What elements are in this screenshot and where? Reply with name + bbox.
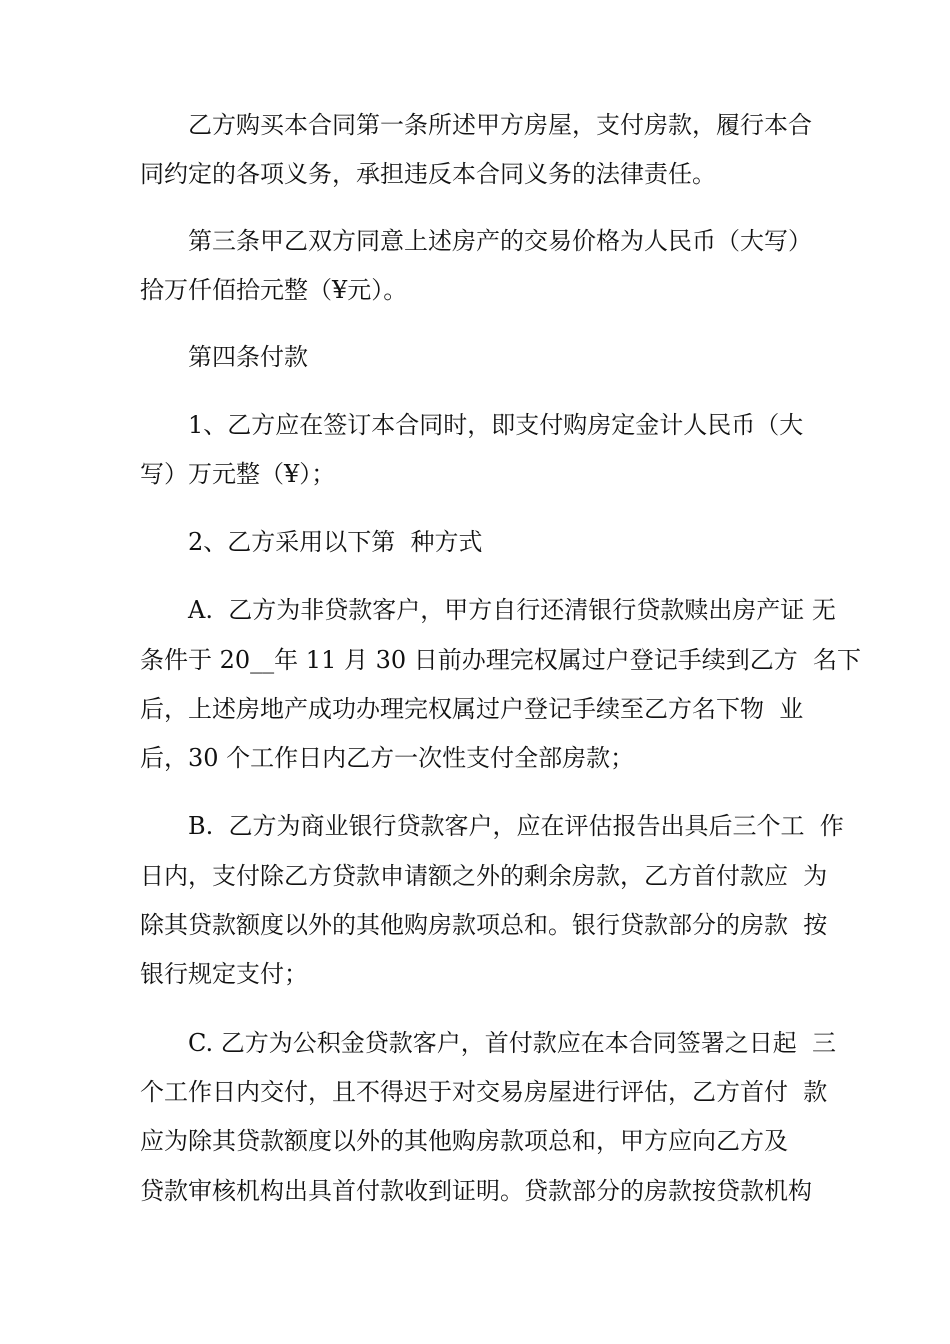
text-line: 应为除其贷款额度以外的其他购房款项总和，甲方应向乙方及	[140, 1127, 788, 1155]
text-line: 1、乙方应在签订本合同时，即支付购房定金计人民币（大	[188, 411, 804, 439]
text-line: 后，30 个工作日内乙方一次性支付全部房款；	[140, 744, 635, 772]
text-line: 拾万仟佰拾元整（¥元）。	[140, 276, 408, 304]
text-line: 写）万元整（¥）；	[140, 460, 336, 488]
text-line: 后，上述房地产成功办理完权属过户登记手续至乙方名下物 业	[140, 695, 804, 723]
text-line: 贷款审核机构出具首付款收到证明。贷款部分的房款按贷款机构	[140, 1177, 812, 1205]
text-line: 除其贷款额度以外的其他购房款项总和。银行贷款部分的房款 按	[140, 911, 828, 939]
text-line: 第三条甲乙双方同意上述房产的交易价格为人民币（大写）	[188, 227, 812, 255]
text-line: 条件于 20__年 11 月 30 日前办理完权属过户登记手续到乙方 名下	[140, 646, 862, 674]
text-line: A. 乙方为非贷款客户，甲方自行还清银行贷款赎出房产证 无	[188, 596, 836, 624]
text-line: 同约定的各项义务，承担违反本合同义务的法律责任。	[140, 160, 716, 188]
text-line: 2、乙方采用以下第 种方式	[188, 528, 483, 556]
text-line: 个工作日内交付，且不得迟于对交易房屋进行评估，乙方首付 款	[140, 1078, 828, 1106]
text-line: C. 乙方为公积金贷款客户，首付款应在本合同签署之日起 三	[188, 1029, 837, 1057]
text-line: 日内，支付除乙方贷款申请额之外的剩余房款，乙方首付款应 为	[140, 862, 828, 890]
section-heading: 第四条付款	[188, 343, 308, 371]
text-line: 乙方购买本合同第一条所述甲方房屋，支付房款，履行本合	[188, 111, 812, 139]
text-line: B. 乙方为商业银行贷款客户，应在评估报告出具后三个工 作	[188, 812, 844, 840]
text-line: 银行规定支付；	[140, 960, 308, 988]
